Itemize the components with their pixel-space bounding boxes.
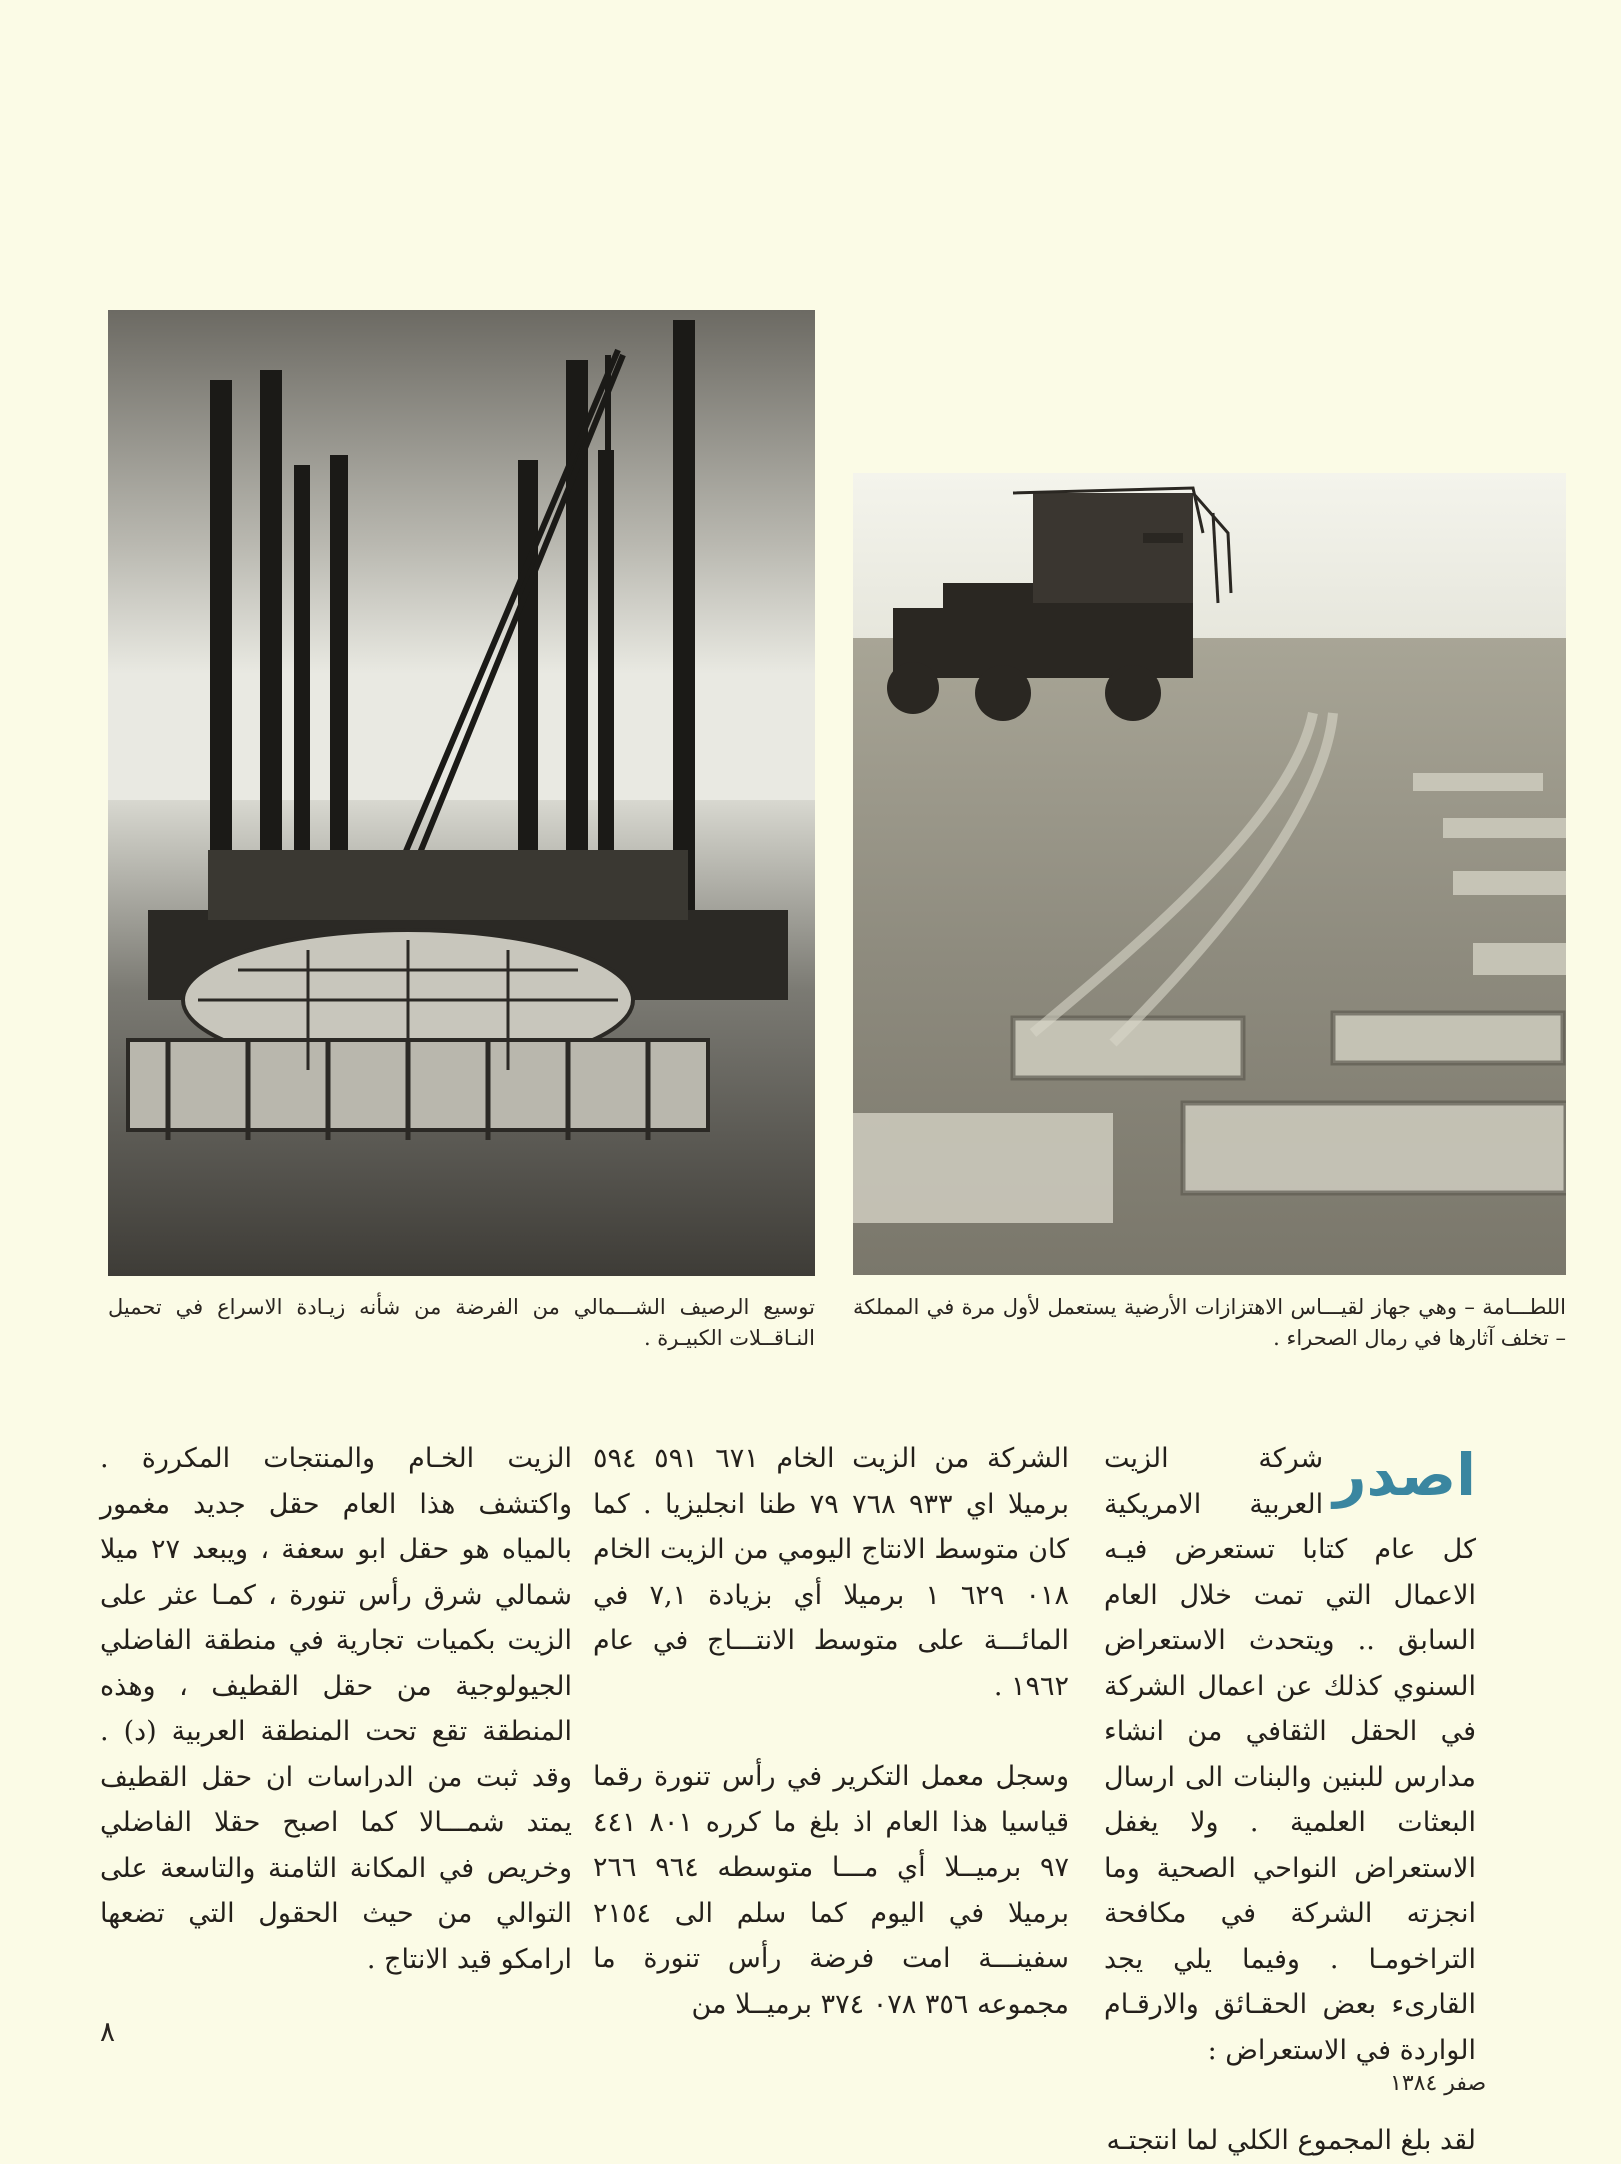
pier-rigs-illustration	[108, 310, 815, 1276]
dropcap-word: اصدر	[1333, 1441, 1476, 1509]
page-number: ٨	[100, 2015, 116, 2048]
caption-pier: توسيع الرصيف الشـــمالي من الفرضة من شأنه زيـادة الاسراع في تحميل النـاقــلات الكبيـرة .	[108, 1295, 815, 1350]
caption-seismic-truck: اللطـــامة – وهي جهاز لقيـــاس الاهتزازات الأرضية يستعمل لأول مرة في المملكة – تخلف آثارها في رمال الصحراء .	[853, 1295, 1566, 1350]
paragraph-intro-text: شركة الزيت العربية الامريكية كل عام كتابا تستعرض فيـه الاعمال التي تمت خلال العام السابق .. ويتحدث الاستعراض السنوي كذلك عن اعمال الشركة في الحقل الثقافي من انشاء مدارس للبنين والبنات الى ارسال البعثات العلمية . ولا يغفل الاستعراض النواحي الصحية وما انجزته الشركة في مكافحة التراخومـا . وفيما يلي يجد القارىء بعض الحقـائق والارقـام الواردة في الاستعراض :	[1104, 1443, 1476, 2066]
photo-seismic-truck	[853, 473, 1566, 1275]
photo-pier-rigs	[108, 310, 815, 1276]
text-column-middle	[593, 1436, 1069, 2027]
seismic-truck-illustration	[853, 473, 1566, 1275]
paragraph-intro	[1104, 1436, 1476, 2073]
paragraph-refinery: وسجل معمل التكرير في رأس تنورة رقما قياسيا هذا العام اذ بلغ ما كرره ٨٠١ ٤٤١ ٩٧ برميــلا أي مـــا متوسطه ٩٦٤ ٢٦٦ برميلا في اليوم كما سلم الى ٢١٥٤ سفينـــة امت فرضة رأس تنورة ما مجموعه ٣٥٦ ٠٧٨ ٣٧٤ برميــلا من	[593, 1761, 1069, 2020]
paragraph-production: الشركة من الزيت الخام ٦٧١ ٥٩١ ٥٩٤ برميلا اي ٩٣٣ ٧٦٨ ٧٩ طنا انجليزيا . كما كان متوسط الانتاج اليومي من الزيت الخام ٠١٨ ٦٢٩ ١ برميلا أي بزيادة ٧,١ في المائـــة على متوسط الانتـــاج في عام ١٩٦٢ .	[593, 1443, 1069, 1702]
footer-date: صفر ١٣٨٤	[1390, 2071, 1487, 2096]
text-column-left	[100, 1436, 572, 1982]
text-column-right	[1104, 1436, 1476, 2164]
paragraph-discovery: الزيت الخـام والمنتجات المكررة . واكتشف هذا العام حقل جديد مغمور بالمياه هو حقل ابو سعفة ، ويبعد ٢٧ ميلا شمالي شرق رأس تنورة ، كمـا عثر على الزيت بكميات تجارية في منطقة الفاضلي الجيولوجية من حقل القطيف ، وهذه المنطقة تقع تحت المنطقة العربية (د) . وقد ثبت من الدراسات ان حقل القطيف يمتد شمـــالا كما اصبح حقلا الفاضلي وخريص في المكانة الثامنة والتاسعة على التوالي من حيث الحقول التي تضعها ارامكو قيد الانتاج .	[100, 1443, 572, 1975]
paragraph-production-start: لقد بلغ المجموع الكلي لما انتجتـه	[1106, 2125, 1476, 2156]
